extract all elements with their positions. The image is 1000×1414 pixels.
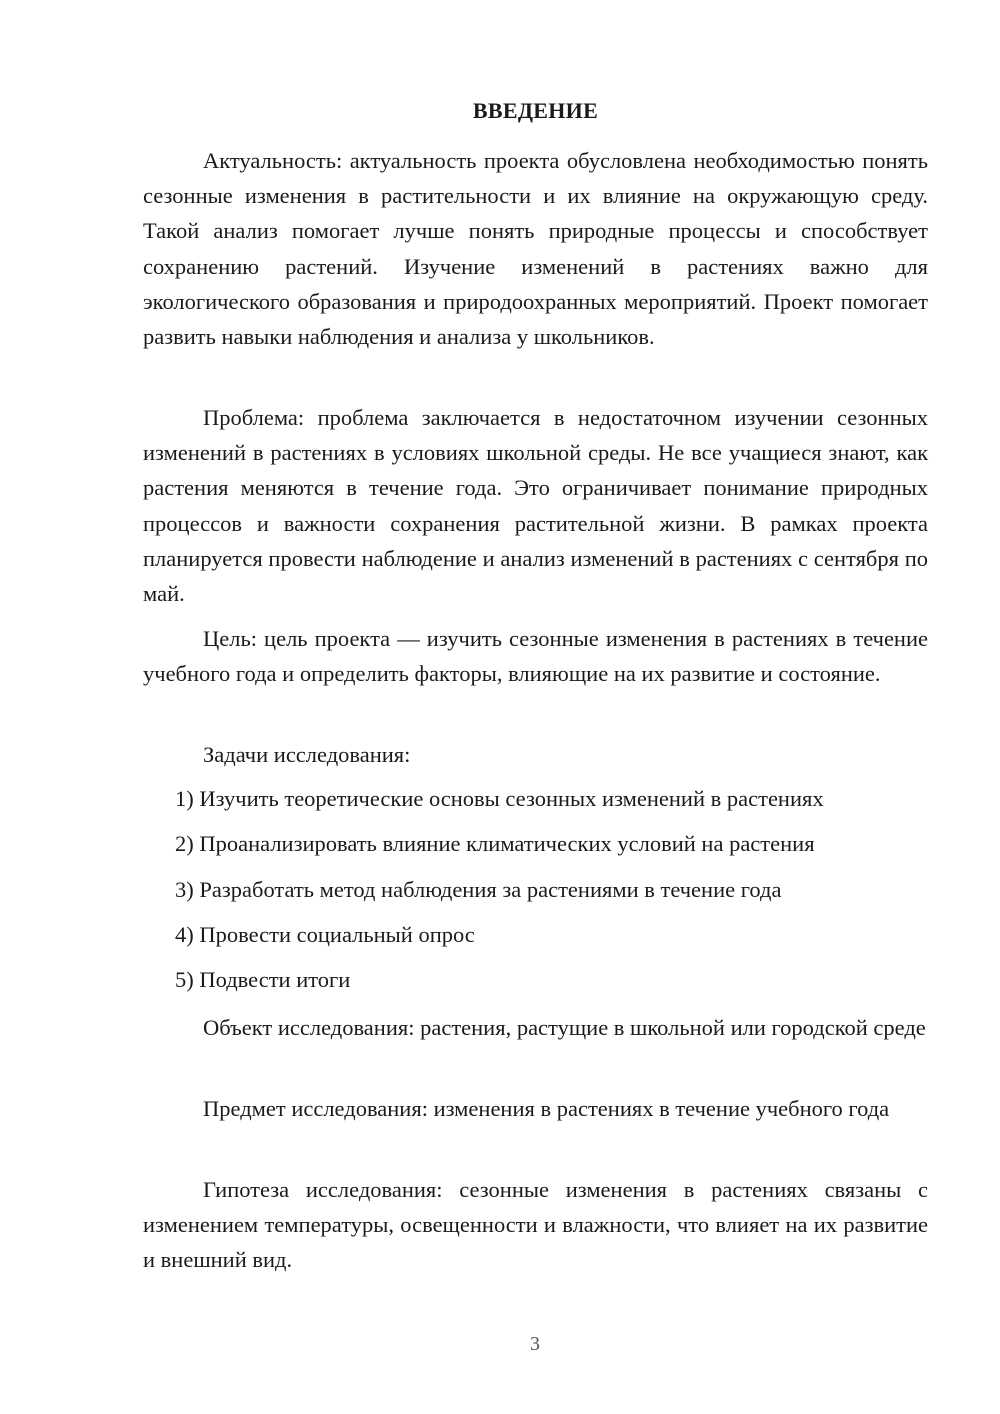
hypothesis-paragraph: Гипотеза исследования: сезонные изменения в растениях связаны с изменением температуры, освещенности и влажности, что влияет на их развитие и внешний вид. [143,1177,928,1273]
problem-paragraph: Проблема: проблема заключается в недостаточном изучении сезонных изменений в растениях в условиях школьной среды. Не все учащиеся знают, как растения меняются в течение года. Это ограничивает понимание природных процессов и важности сохранения растительной жизни. В рамках проекта планируется провести наблюдение и анализ изменений в растениях с сентября по май. [143,405,928,607]
relevance-paragraph: Актуальность: актуальность проекта обусловлена необходимостью понять сезонные изменения в растительности и их влияние на окружающую среду. Такой анализ помогает лучше понять природные процессы и способствует сохранению растений. Изучение изменений в растениях важно для экологического образования и природоохранных мероприятий. Проект помогает развить навыки наблюдения и анализа у школьников. [143,148,928,350]
page-title: ВВЕДЕНИЕ [472,98,599,123]
tasks-heading: Задачи исследования: [203,742,411,767]
tasks-list [175,785,935,1011]
goal-paragraph: Цель: цель проекта — изучить сезонные изменения в растениях в течение учебного года и определить факторы, влияющие на их развитие и состояние. [143,626,928,687]
task-item: 1) Изучить теоретические основы сезонных изменений в растениях [175,786,824,811]
subject-paragraph: Предмет исследования: изменения в растениях в течение учебного года [203,1096,890,1121]
task-item: 4) Провести социальный опрос [175,921,475,947]
page-number: 3 [530,1333,540,1355]
object-paragraph: Объект исследования: растения, растущие в школьной или городской среде [203,1015,926,1040]
task-item: 5) Подвести итоги [175,967,351,993]
task-item: 3) Разработать метод наблюдения за растениями в течение года [175,876,782,902]
task-item: 2) Проанализировать влияние климатических условий на растения [175,831,815,857]
